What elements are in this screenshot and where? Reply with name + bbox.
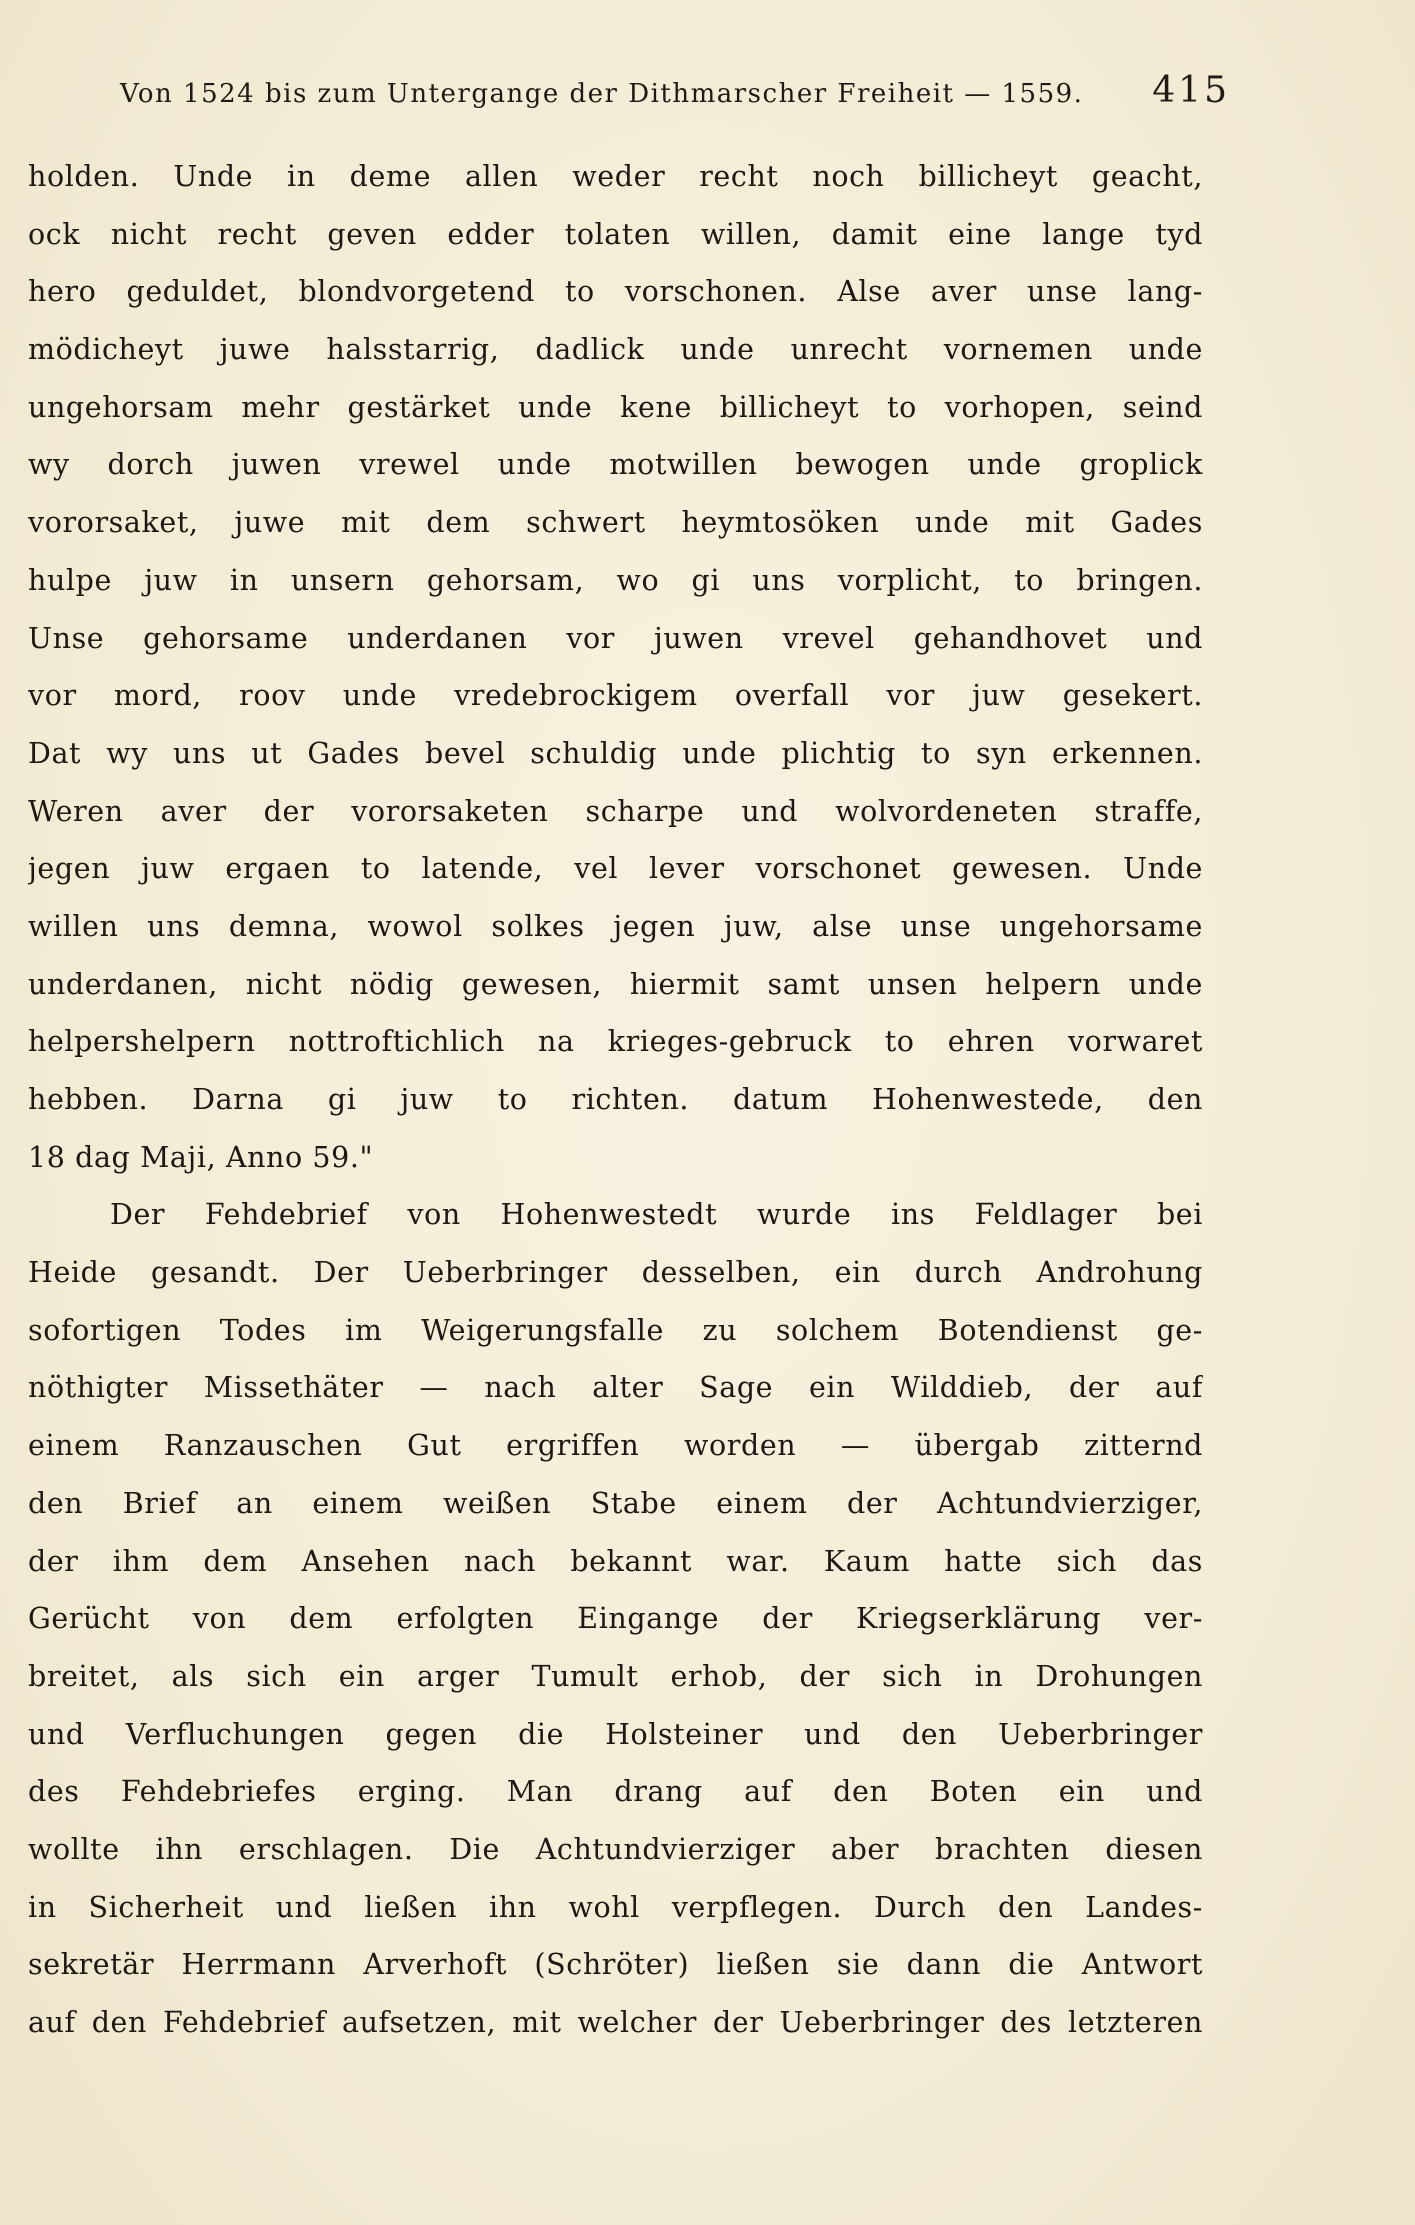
text-line: in Sicherheit und ließen ihn wohl verpflegen. Durch den Landes-: [28, 1890, 1203, 1924]
text-line: underdanen, nicht nödig gewesen, hiermit samt unsen helpern unde: [28, 967, 1203, 1001]
text-line: wy dorch juwen vrewel unde motwillen bewogen unde groplick: [28, 448, 1203, 482]
text-line: Gerücht von dem erfolgten Eingange der Kriegserklärung ver-: [28, 1602, 1203, 1636]
text-line: den Brief an einem weißen Stabe einem der Achtundvierziger,: [28, 1486, 1203, 1520]
text-line: hero geduldet, blondvorgetend to vorschonen. Alse aver unse lang-: [28, 275, 1203, 309]
text-line: vororsaket, juwe mit dem schwert heymtosöken unde mit Gades: [28, 506, 1203, 540]
text-line: holden. Unde in deme allen weder recht noch billicheyt geacht,: [28, 160, 1203, 193]
text-line: hebben. Darna gi juw to richten. datum Hohenwestede, den: [28, 1083, 1203, 1116]
text-line: Weren aver der vororsaketen scharpe und wolvordeneten straffe,: [28, 794, 1203, 828]
text-line: helpershelpern nottroftichlich na krieges-gebruck to ehren vorwaret: [28, 1025, 1203, 1059]
text-line: sofortigen Todes im Weigerungsfalle zu solchem Botendienst ge-: [28, 1313, 1203, 1347]
text-line: hulpe juw in unsern gehorsam, wo gi uns vorplicht, to bringen.: [28, 563, 1203, 597]
text-line: nöthigter Missethäter — nach alter Sage ein Wilddieb, der auf: [28, 1371, 1203, 1405]
text-line: sekretär Herrmann Arverhoft (Schröter) ließen sie dann die Antwort: [28, 1948, 1203, 1982]
page-number: 415: [1152, 70, 1230, 111]
text-line: der ihm dem Ansehen nach bekannt war. Kaum hatte sich das: [28, 1544, 1203, 1578]
running-title: Von 1524 bis zum Untergange der Dithmarscher Freiheit — 1559.: [120, 79, 1084, 109]
text-line: ungehorsam mehr gestärket unde kene billicheyt to vorhopen, seind: [28, 390, 1203, 424]
text-line: mödicheyt juwe halsstarrig, dadlick unde unrecht vornemen unde: [28, 333, 1203, 367]
text-line: willen uns demna, wowol solkes jegen juw, alse unse ungehorsame: [28, 909, 1203, 943]
text-line: Heide gesandt. Der Ueberbringer desselben, ein durch Androhung: [28, 1256, 1203, 1290]
text-line: einem Ranzauschen Gut ergriffen worden — übergab zitternd: [28, 1429, 1203, 1463]
text-line: wollte ihn erschlagen. Die Achtundvierziger aber brachten diesen: [28, 1832, 1203, 1866]
body-text: [28, 148, 1203, 2052]
text-line: Unse gehorsame underdanen vor juwen vrevel gehandhovet und: [28, 621, 1203, 655]
text-line: auf den Fehdebrief aufsetzen, mit welcher der Ueberbringer des letzteren: [28, 2006, 1203, 2039]
text-line: breitet, als sich ein arger Tumult erhob, der sich in Drohungen: [28, 1659, 1203, 1693]
text-line: jegen juw ergaen to latende, vel lever vorschonet gewesen. Unde: [28, 852, 1203, 886]
text-line: vor mord, roov unde vredebrockigem overfall vor juw gesekert.: [28, 679, 1203, 713]
text-line: Dat wy uns ut Gades bevel schuldig unde plichtig to syn erkennen.: [28, 736, 1203, 770]
paragraph-first-line: Der Fehdebrief von Hohenwestedt wurde ins Feldlager bei: [110, 1198, 1203, 1232]
text-line: des Fehdebriefes erging. Man drang auf den Boten ein und: [28, 1775, 1203, 1809]
text-line: 18 dag Maji, Anno 59.": [28, 1140, 374, 1174]
text-line: und Verfluchungen gegen die Holsteiner und den Ueberbringer: [28, 1717, 1203, 1751]
text-line: ock nicht recht geven edder tolaten willen, damit eine lange tyd: [28, 217, 1203, 251]
running-head: [120, 70, 1230, 122]
